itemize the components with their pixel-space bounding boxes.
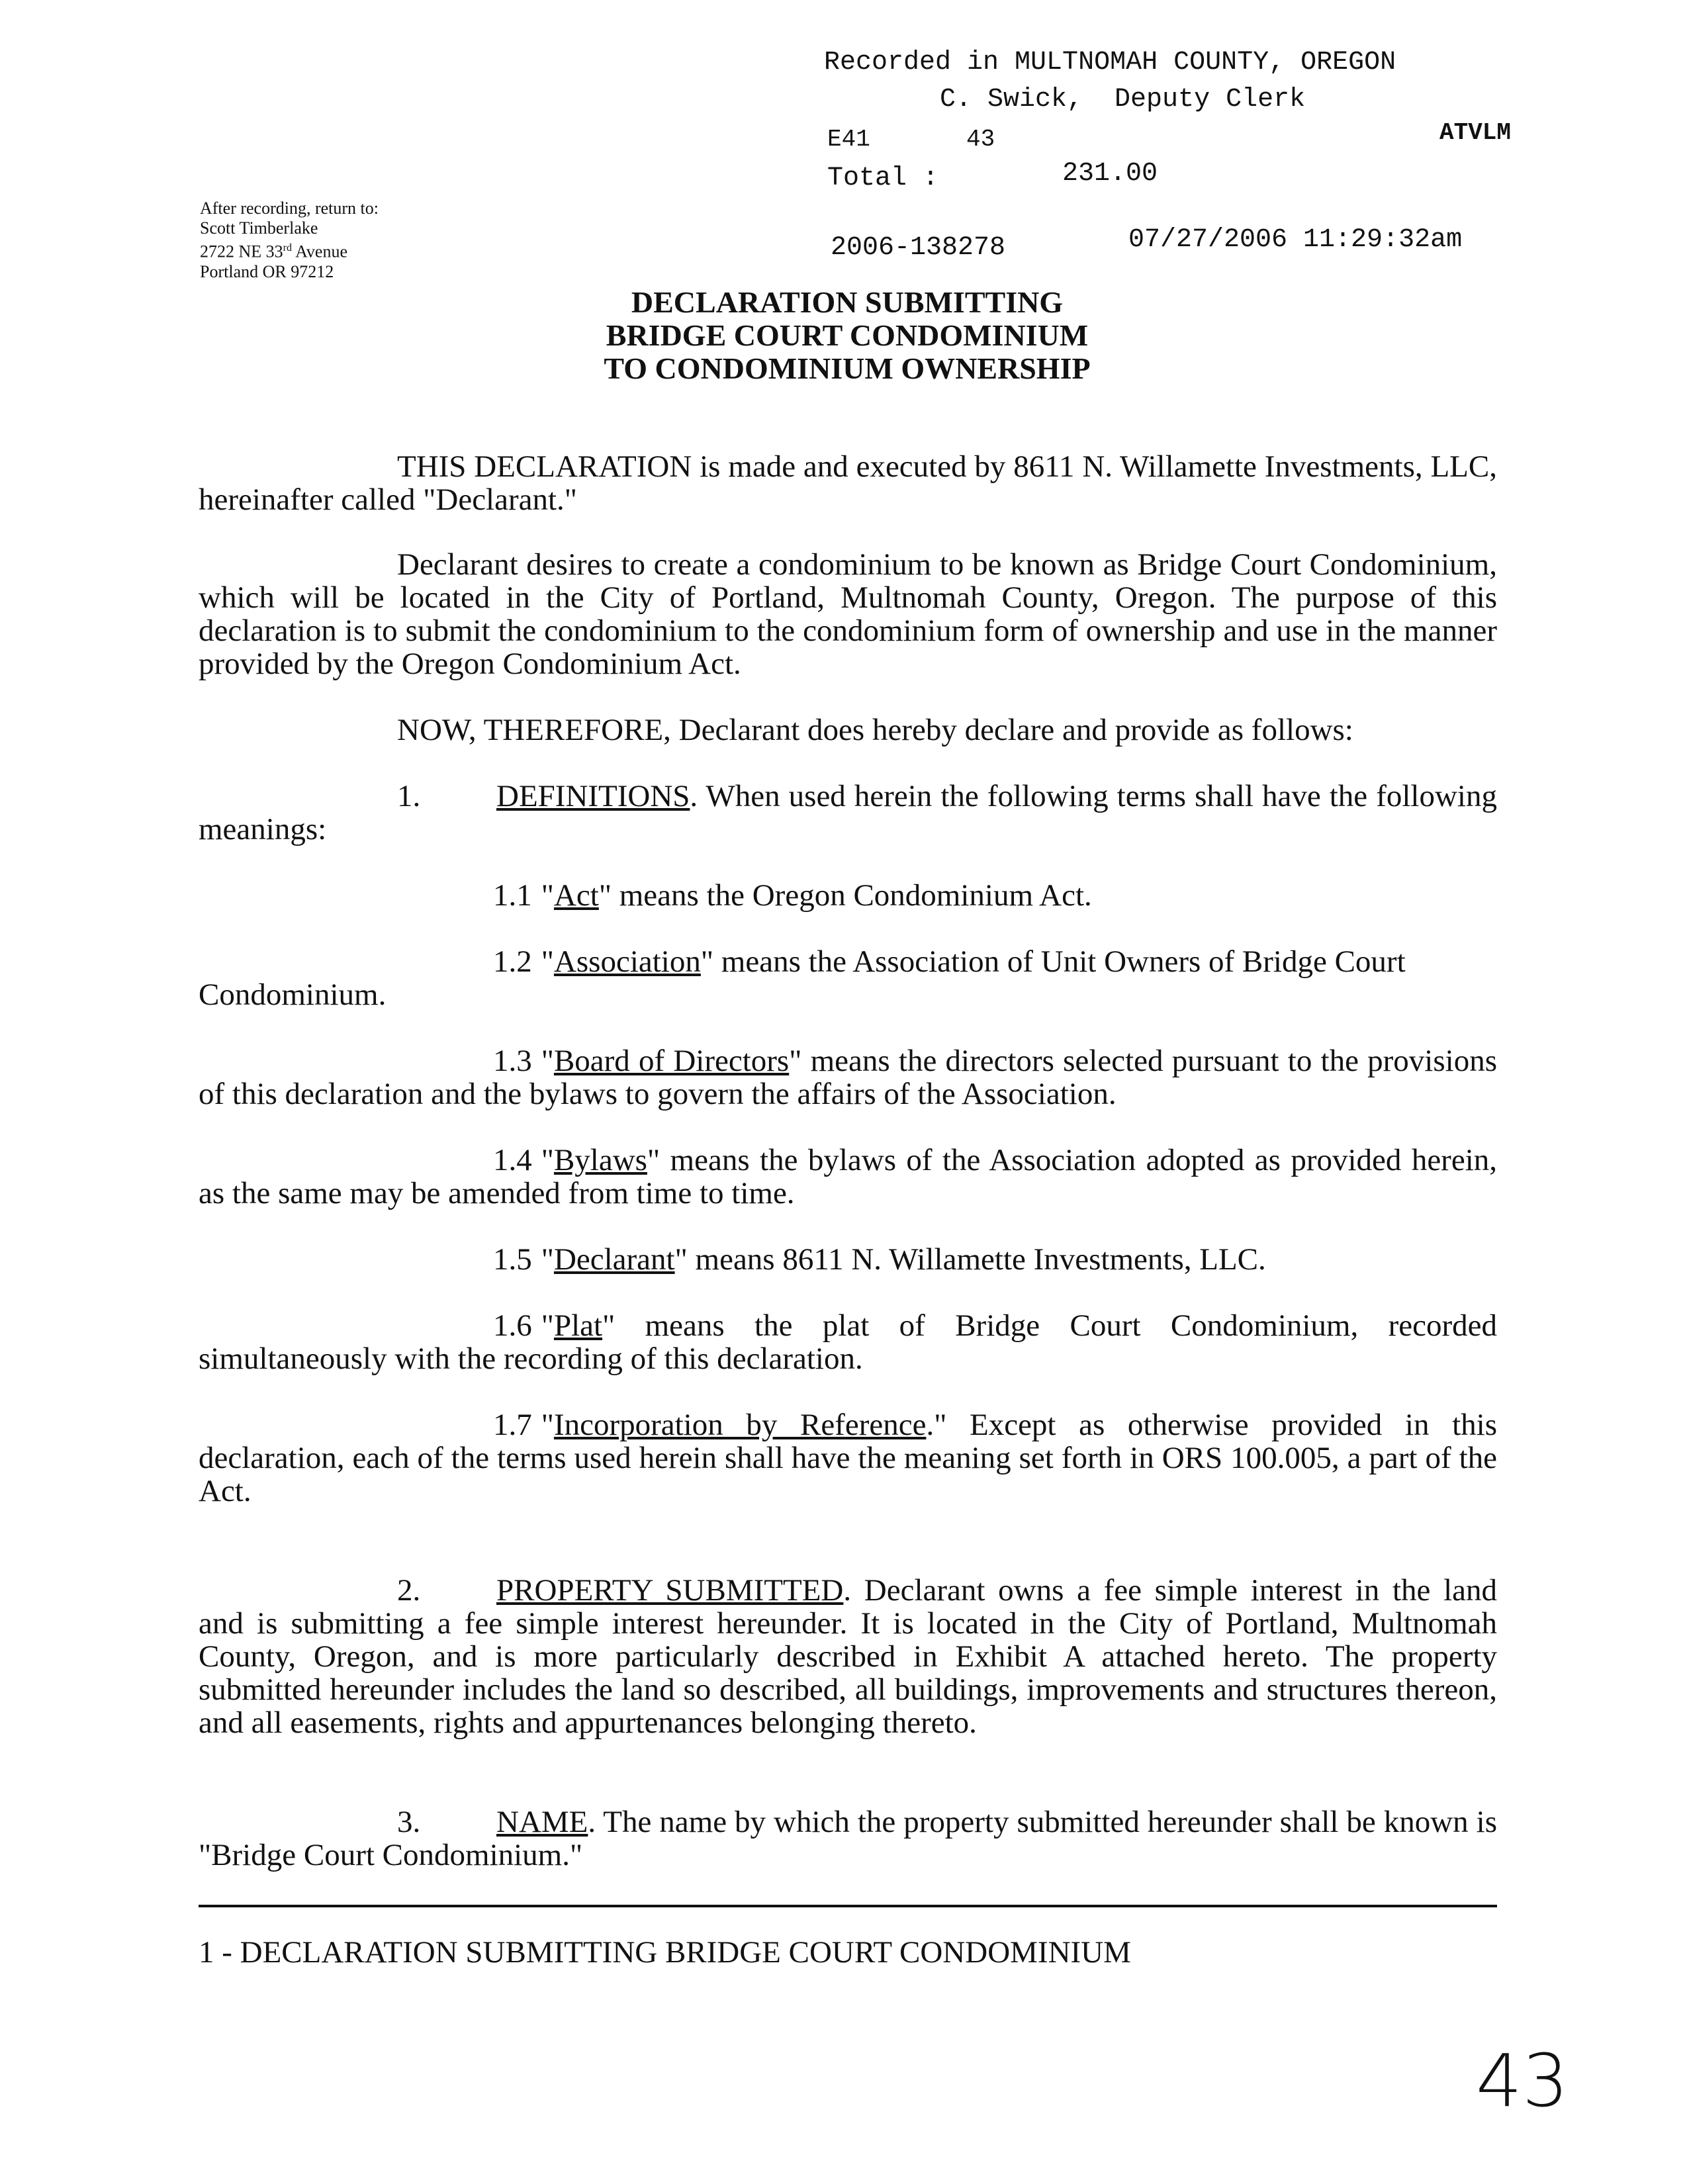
recording-datetime: 07/27/2006 11:29:32am: [1128, 225, 1463, 255]
return-to-street: 2722 NE 33rd Avenue: [200, 242, 347, 261]
return-to-city: Portland OR 97212: [200, 261, 334, 281]
recording-atvlm: ATVLM: [1439, 119, 1512, 146]
section-1-definitions: 1. DEFINITIONS. When used herein the following terms shall have the following meanings:: [199, 779, 1497, 846]
section-2-property-submitted: 2. PROPERTY SUBMITTED. Declarant owns a fee simple interest in the land and is submitting a fee simple interest hereunder. It is located in the City of Portland, Multnomah County, Oregon, and is more particularly described in Exhibit A attached hereto. The property submitted hereunder includes the land so described, all buildings, improvements and structures thereon, and all easements, rights and appurtenances belonging thereto.: [199, 1573, 1498, 1740]
intro-paragraph-1: THIS DECLARATION is made and executed by 8611 N. Willamette Investments, LLC, hereinafter called "Declarant.": [199, 449, 1497, 517]
return-to-label: After recording, return to:: [200, 199, 379, 218]
definition-1-2-tail: Condominium.: [199, 978, 387, 1012]
recording-clerk-line: C. Swick, Deputy Clerk: [940, 85, 1306, 114]
recording-page-count: 43: [966, 126, 995, 153]
definition-1-3: 1.3 "Board of Directors" means the directors selected pursuant to the provisions of this declaration and the bylaws to govern the affairs of the Association.: [199, 1044, 1497, 1111]
return-to-name: Scott Timberlake: [200, 218, 318, 238]
footer-rule: [199, 1905, 1497, 1907]
recording-county-line: Recorded in MULTNOMAH COUNTY, OREGON: [824, 48, 1396, 77]
intro-paragraph-2: Declarant desires to create a condominium to be known as Bridge Court Condominium, which will be located in the City of Portland, Multnomah County, Oregon. The purpose of this declaration is to submit the condominium to the condominium form of ownership and use in the manner provided by the Oregon Condominium Act.: [199, 547, 1497, 681]
recording-total-label: Total :: [827, 163, 939, 193]
intro-paragraph-3: NOW, THEREFORE, Declarant does hereby declare and provide as follows:: [397, 713, 1353, 747]
handwritten-page-number: 43: [1476, 2038, 1569, 2123]
return-to-block: [200, 199, 379, 282]
definition-1-6: 1.6 "Plat" means the plat of Bridge Court Condominium, recorded simultaneously with the recording of this declaration.: [199, 1308, 1497, 1376]
recording-total-value: 231.00: [1062, 159, 1158, 189]
definition-1-4: 1.4 "Bylaws" means the bylaws of the Association adopted as provided herein, as the same may be amended from time to time.: [199, 1143, 1497, 1210]
recording-code: E41: [827, 126, 870, 153]
document-title: DECLARATION SUBMITTING BRIDGE COURT CONDOMINIUM TO CONDOMINIUM OWNERSHIP: [604, 285, 1091, 385]
definition-1-1: 1.1 "Act" means the Oregon Condominium Act.: [493, 878, 1092, 913]
recording-doc-number: 2006-138278: [831, 233, 1006, 263]
footer-page-label: 1 - DECLARATION SUBMITTING BRIDGE COURT CONDOMINIUM: [199, 1935, 1131, 1970]
section-3-name: 3. NAME. The name by which the property submitted hereunder shall be known is "Bridge Court Condominium.": [199, 1805, 1497, 1872]
definition-1-7: 1.7 "Incorporation by Reference." Except as otherwise provided in this declaration, each of the terms used herein shall have the meaning set forth in ORS 100.005, a part of the Act.: [199, 1408, 1497, 1508]
definition-1-5: 1.5 "Declarant" means 8611 N. Willamette Investments, LLC.: [493, 1242, 1266, 1277]
definition-1-2: 1.2 "Association" means the Association of Unit Owners of Bridge Court: [493, 944, 1406, 979]
